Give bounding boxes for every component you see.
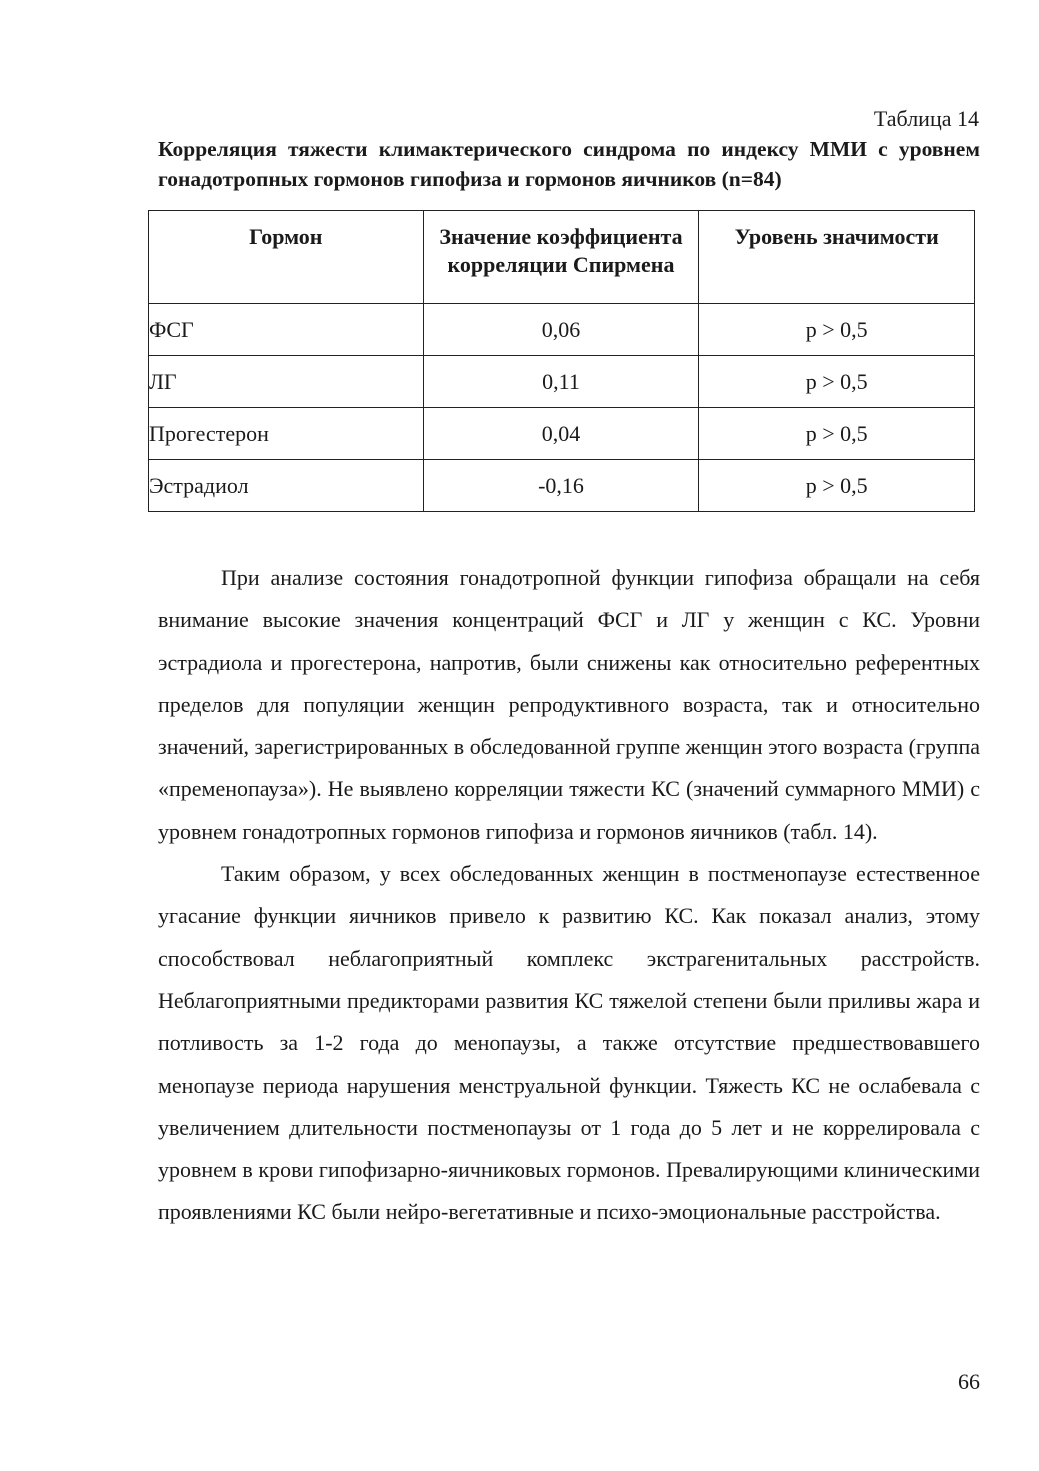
hormone-cell: ФСГ: [149, 304, 424, 356]
body-text: [158, 557, 980, 1234]
table-row: [149, 304, 975, 356]
coefficient-cell: 0,06: [423, 304, 699, 356]
table-caption: Корреляция тяжести климактерического синдрома по индексу ММИ с уровнем гонадотропных гормонов гипофиза и гормонов яичников (n=84): [158, 137, 980, 191]
paragraph: Таким образом, у всех обследованных женщин в постменопаузе естественное угасание функции яичников привело к развитию КС. Как показал анализ, этому способствовал неблагоприятный комплекс экстрагенитальных расстройств. Неблагоприятными предикторами развития КС тяжелой степени были приливы жара и потливость за 1-2 года до менопаузы, а также отсутствие предшествовавшего менопаузе периода нарушения менструальной функции. Тяжесть КС не ослабевала с увеличением длительности постменопаузы от 1 года до 5 лет и не коррелировала с уровнем в крови гипофизарно-яичниковых гормонов. Превалирующими клиническими проявлениями КС были нейро-вегетативные и психо-эмоциональные расстройства.: [158, 861, 980, 1225]
table-row: [149, 408, 975, 460]
coefficient-cell: 0,11: [423, 356, 699, 408]
significance-cell: p > 0,5: [699, 408, 975, 460]
paragraph: При анализе состояния гонадотропной функции гипофиза обращали на себя внимание высокие значения концентраций ФСГ и ЛГ у женщин с КС. Уровни эстрадиола и прогестерона, напротив, были снижены как относительно референтных пределов для популяции женщин репродуктивного возраста, так и относительно значений, зарегистрированных в обследованной группе женщин этого возраста (группа «пременопауза»). Не выявлено корреляции тяжести КС (значений суммарного ММИ) с уровнем гонадотропных гормонов гипофиза и гормонов яичников (табл. 14).: [158, 565, 980, 844]
hormone-cell: ЛГ: [149, 356, 424, 408]
table-header-row: [149, 211, 975, 304]
header-coefficient: Значение коэффициента корреляции Спирмена: [423, 211, 699, 304]
header-significance: Уровень значимости: [699, 211, 975, 304]
hormone-cell: Эстрадиол: [149, 460, 424, 512]
table-row: [149, 460, 975, 512]
significance-cell: p > 0,5: [699, 304, 975, 356]
coefficient-cell: -0,16: [423, 460, 699, 512]
significance-cell: p > 0,5: [699, 356, 975, 408]
table-row: [149, 356, 975, 408]
coefficient-cell: 0,04: [423, 408, 699, 460]
page-number: 66: [958, 1369, 980, 1394]
hormone-cell: Прогестерон: [149, 408, 424, 460]
header-hormone: Гормон: [149, 211, 424, 304]
correlation-table: [148, 210, 975, 512]
table-label: Таблица 14: [873, 106, 979, 131]
significance-cell: p > 0,5: [699, 460, 975, 512]
